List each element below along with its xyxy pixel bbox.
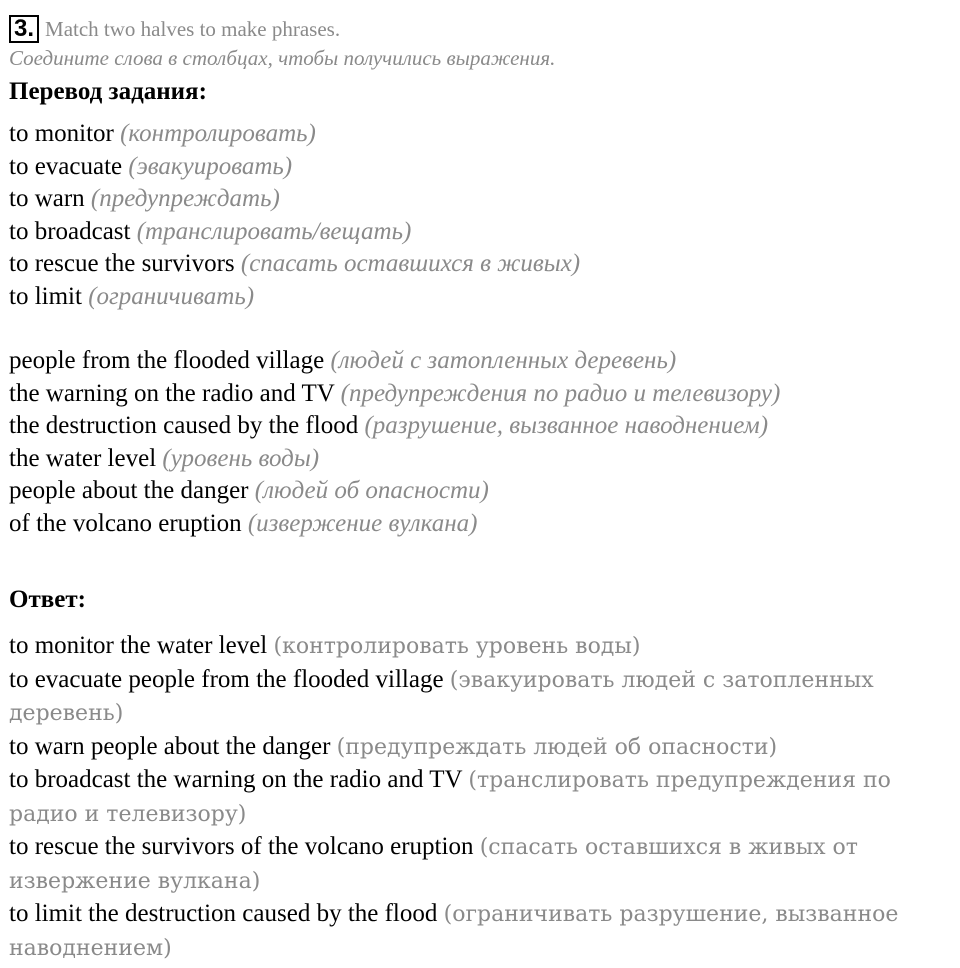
- column-a-list: [9, 118, 954, 313]
- task-header: [9, 14, 954, 44]
- phrase-ru: (людей с затопленных деревень): [330, 347, 677, 374]
- phrase-ru: (разрушение, вызванное наводнением): [364, 412, 769, 439]
- phrase-en: to rescue the survivors: [9, 250, 235, 277]
- list-item: [9, 731, 954, 765]
- phrase-ru: (предупреждения по радио и телевизору): [340, 379, 781, 407]
- phrase-en: the warning on the radio and TV: [9, 379, 335, 407]
- list-item: [9, 281, 954, 314]
- phrase-ru: (транслировать/вещать): [136, 217, 412, 245]
- list-item: [9, 508, 954, 541]
- list-item: [9, 630, 954, 664]
- answer-en: to evacuate people from the flooded village: [9, 665, 444, 693]
- phrase-ru: (спасать оставшихся в живых): [240, 250, 581, 277]
- phrase-ru: (эвакуировать): [128, 152, 293, 180]
- answer-ru: (транслировать предупреждения по радио и телевизору): [9, 768, 891, 827]
- task-number: 3.: [9, 15, 39, 43]
- answer-ru: (контролировать уровень воды): [273, 634, 641, 659]
- list-item: [9, 118, 954, 151]
- answer-list: [9, 630, 954, 965]
- exercise-page: [9, 14, 954, 965]
- list-item: [9, 664, 954, 731]
- list-item: [9, 216, 954, 249]
- answer-en: to rescue the survivors of the volcano eruption: [9, 833, 474, 860]
- task-instruction-ru: Соедините слова в столбцах, чтобы получились выражения.: [9, 46, 556, 70]
- list-item: [9, 443, 954, 476]
- answer-ru: (эвакуировать людей с затопленных деревень): [9, 667, 874, 726]
- list-item: [9, 151, 954, 184]
- phrase-ru: (предупреждать): [90, 185, 280, 212]
- list-item: [9, 831, 954, 898]
- answer-en: to broadcast the warning on the radio and TV: [9, 766, 463, 793]
- phrase-en: to broadcast: [9, 217, 131, 245]
- phrase-ru: (уровень воды): [162, 444, 320, 472]
- phrase-en: the water level: [9, 444, 157, 472]
- task-instruction-en: Match two halves to make phrases.: [45, 16, 341, 41]
- list-item: [9, 764, 954, 831]
- list-item: [9, 898, 954, 965]
- list-item: [9, 345, 954, 378]
- list-item: [9, 183, 954, 216]
- list-item: [9, 378, 954, 411]
- answer-en: to limit the destruction caused by the flood: [9, 900, 438, 927]
- answer-ru: (предупреждать людей об опасности): [336, 734, 778, 760]
- answer-title: Ответ:: [9, 586, 86, 613]
- answer-en: to warn people about the danger: [9, 732, 331, 760]
- phrase-en: the destruction caused by the flood: [9, 412, 359, 439]
- answer-ru: (ограничивать разрушение, вызванное наводнением): [9, 902, 899, 961]
- list-item: [9, 248, 954, 281]
- phrase-en: of the volcano eruption: [9, 509, 242, 537]
- phrase-en: to warn: [9, 185, 85, 212]
- phrase-ru: (извержение вулкана): [247, 509, 478, 537]
- list-item: [9, 475, 954, 508]
- phrase-en: people from the flooded village: [9, 347, 325, 374]
- phrase-en: people about the danger: [9, 477, 249, 504]
- list-item: [9, 410, 954, 443]
- phrase-en: to limit: [9, 282, 82, 310]
- phrase-en: to monitor: [9, 120, 114, 147]
- phrase-ru: (контролировать): [120, 120, 316, 147]
- phrase-en: to evacuate: [9, 152, 123, 180]
- answer-en: to monitor the water level: [9, 632, 268, 659]
- column-b-list: [9, 345, 954, 540]
- translation-title: Перевод задания:: [9, 78, 207, 105]
- phrase-ru: (ограничивать): [88, 282, 255, 310]
- answer-ru: (спасать оставшихся в живых от извержение вулкана): [9, 835, 858, 894]
- phrase-ru: (людей об опасности): [254, 477, 489, 504]
